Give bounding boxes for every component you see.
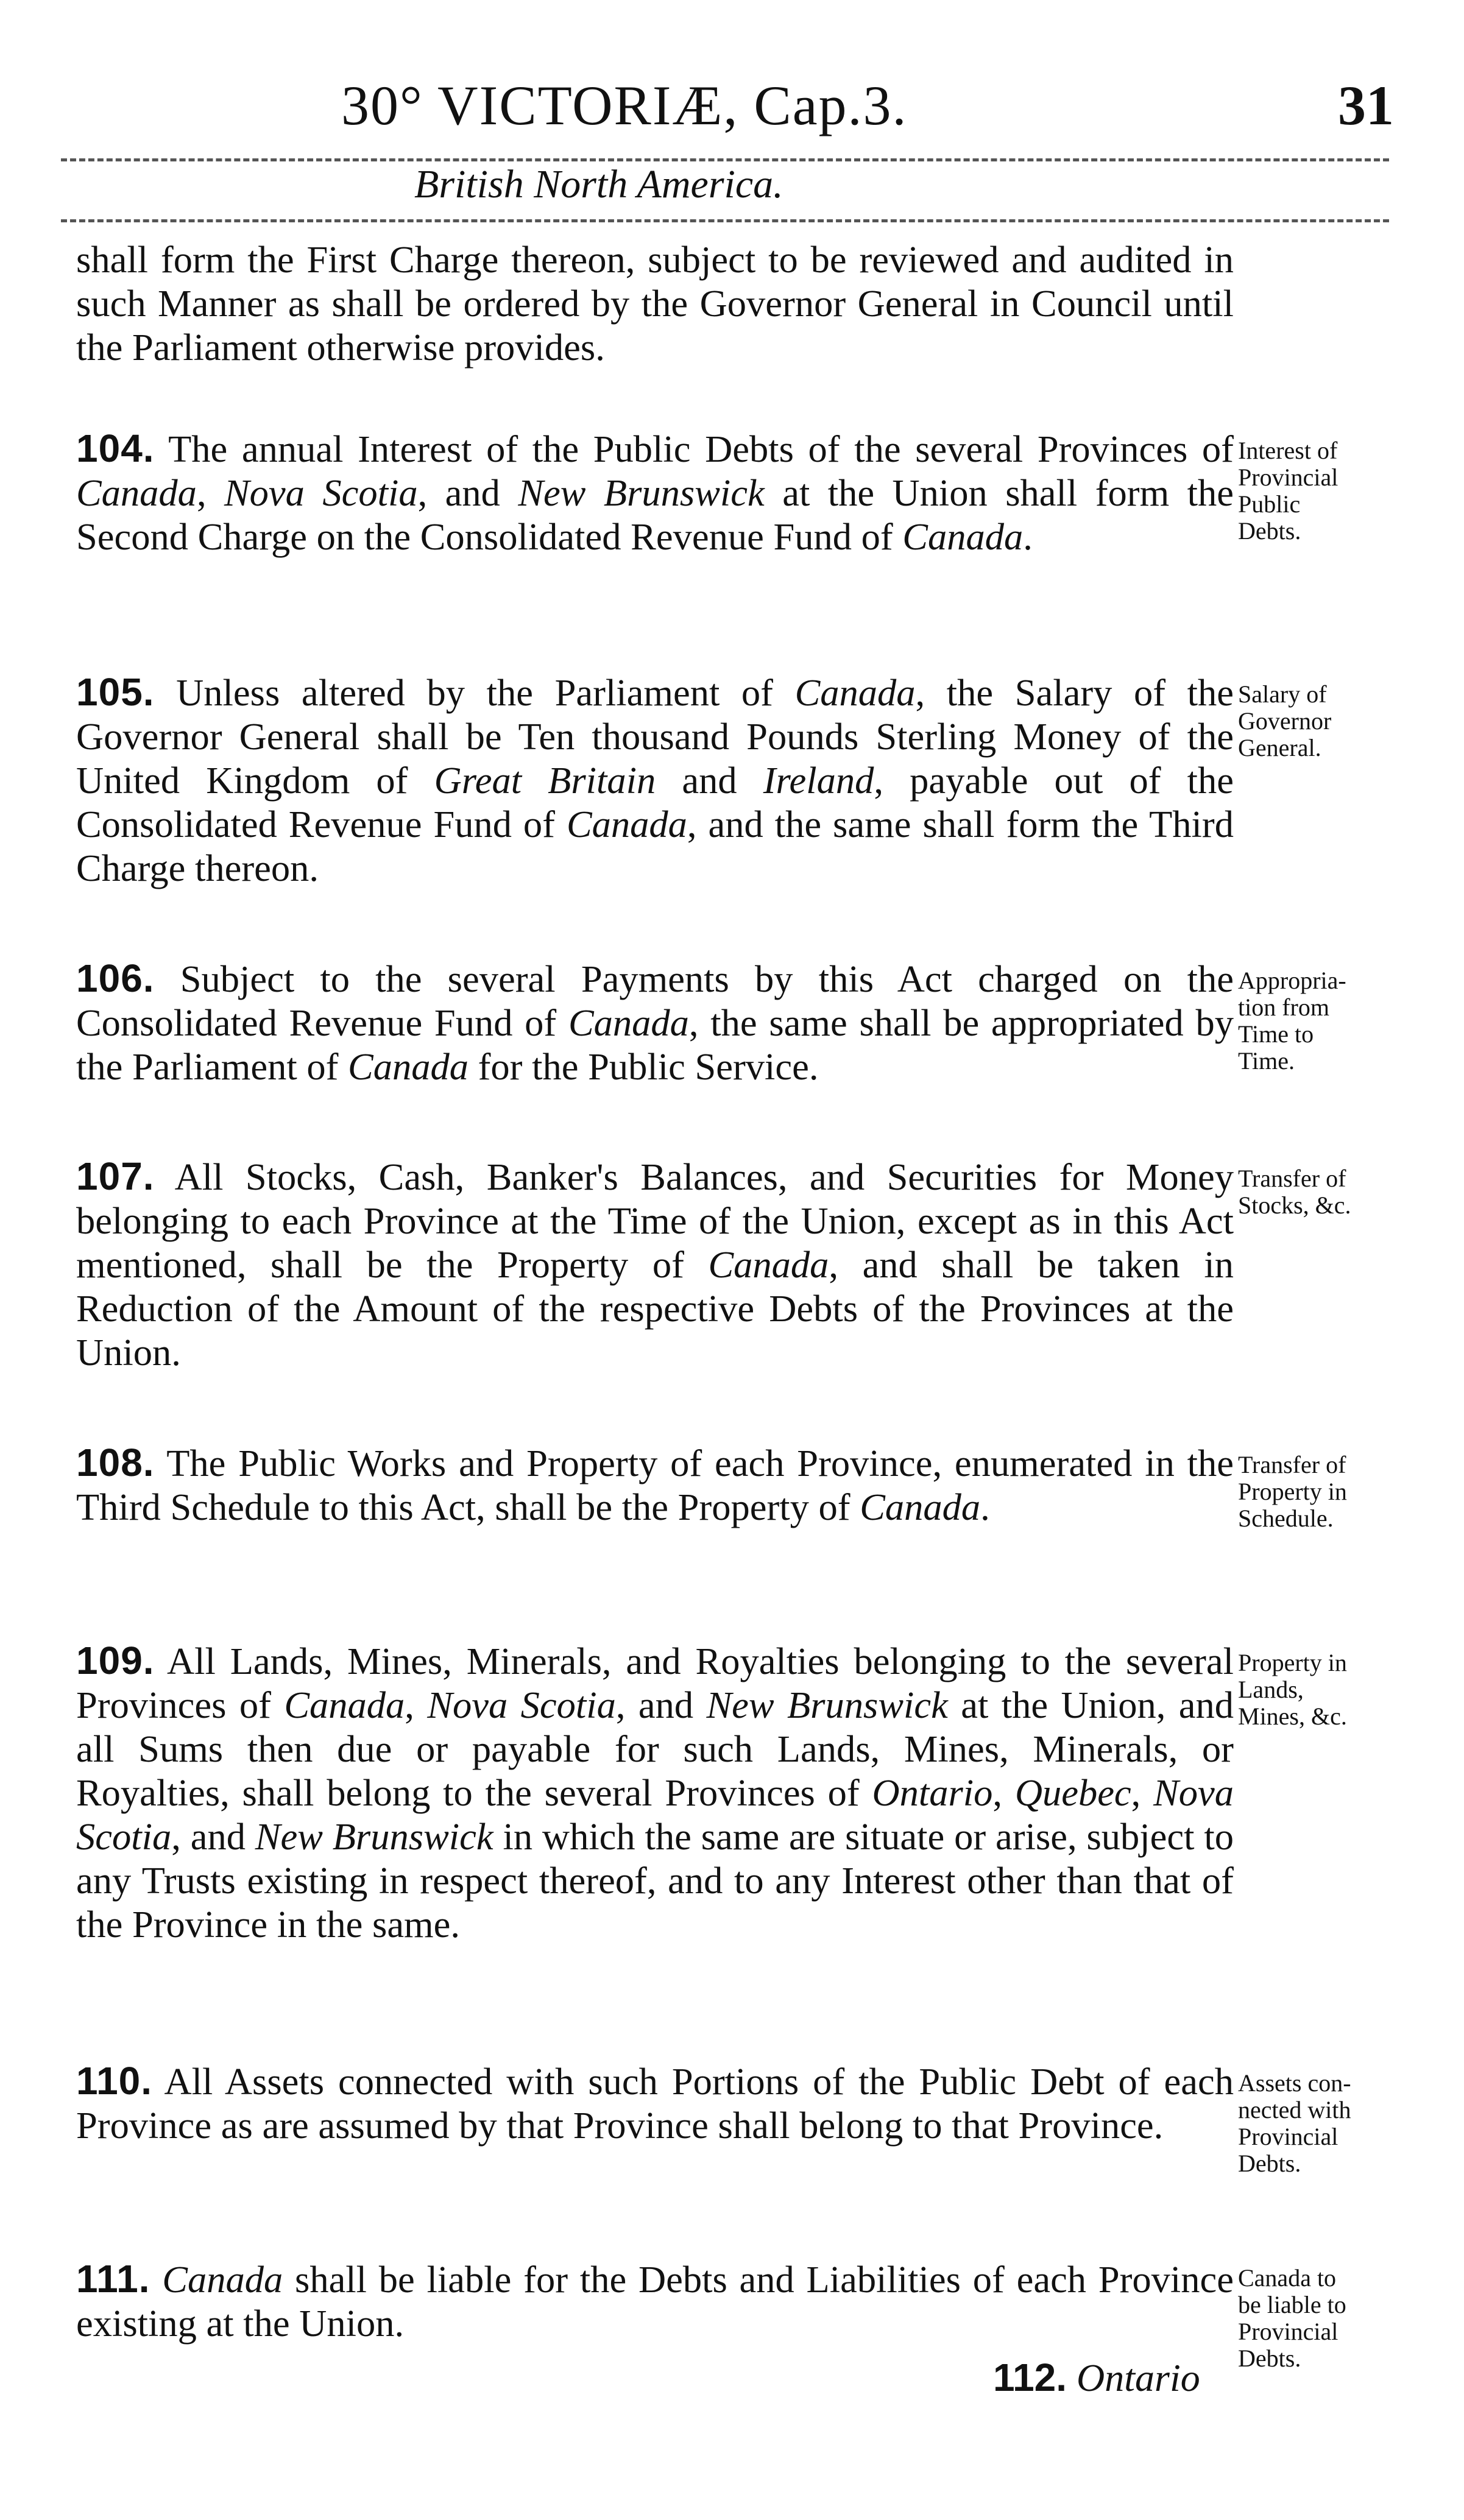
- place-name: Ontario: [872, 1771, 993, 1814]
- place-name: Nova Scotia: [76, 1771, 1234, 1858]
- section-text: All Lands, Mines, Minerals, and Royalties belonging to the several Provinces of: [76, 1640, 1234, 1726]
- section-text: ,: [196, 471, 224, 514]
- section-text: , and: [417, 471, 518, 514]
- section-number: 105.: [76, 670, 155, 714]
- section-text: at the Union shall form the Second Charge on the Consolidated Revenue Fund of: [76, 471, 1234, 558]
- section-110: [76, 2059, 1234, 2147]
- place-name: Canada: [568, 1001, 689, 1044]
- place-name: Canada: [76, 471, 197, 514]
- section-text: The Public Works and Property of each Province, enumerated in the Third Schedule to this Act, shall be the Property of: [76, 1442, 1234, 1528]
- section-104: [76, 426, 1234, 559]
- page-number: 31: [1338, 74, 1394, 136]
- running-subtitle: British North America.: [414, 162, 783, 206]
- place-name: Canada: [902, 515, 1024, 558]
- section-text: ,: [1131, 1771, 1154, 1814]
- section-number: 108.: [76, 1441, 155, 1484]
- opening-paragraph: shall form the First Charge thereon, subject to be reviewed and audited in such Manner as shall be ordered by the Governor General in Council until the Parliament otherwise provides.: [76, 238, 1234, 369]
- margin-note-109: Property in Lands, Mines, &c.: [1238, 1649, 1347, 1730]
- section-text: for the Public Service.: [468, 1045, 819, 1088]
- place-name: Canada: [566, 803, 687, 845]
- place-name: Canada: [860, 1486, 981, 1528]
- place-name: New Brunswick: [518, 471, 765, 514]
- section-text: and: [656, 759, 763, 802]
- section-number: 111.: [76, 2257, 150, 2301]
- place-name: Canada: [348, 1045, 469, 1088]
- section-number: 107.: [76, 1154, 155, 1198]
- section-107: [76, 1154, 1234, 1374]
- place-name: Ireland: [763, 759, 874, 802]
- section-text: shall be liable for the Debts and Liabilities of each Province existing at the Union.: [76, 2258, 1234, 2345]
- section-text: , the Salary of the Governor General shall be Ten thousand Pounds Sterling Money of the United Kingdom of: [76, 671, 1234, 802]
- section-text: ,: [405, 1684, 428, 1726]
- running-title: 30° VICTORIÆ, Cap.3.: [341, 74, 908, 136]
- section-text: , and: [171, 1815, 255, 1858]
- section-105: [76, 670, 1234, 890]
- section-text: .: [980, 1486, 990, 1528]
- section-111: [76, 2257, 1234, 2345]
- section-number: 109.: [76, 1639, 155, 1682]
- section-109: [76, 1639, 1234, 1946]
- section-text: , the same shall be appropriated by the Parliament of: [76, 1001, 1234, 1088]
- section-text: , and the same shall form the Third Charge thereon.: [76, 803, 1234, 889]
- section-text: All Stocks, Cash, Banker's Balances, and Securities for Money belonging to each Province at the Time of the Union, except as in this Act mentioned, shall be the Property of: [76, 1156, 1234, 1286]
- margin-note-110: Assets con- nected with Provincial Debts.: [1238, 2069, 1351, 2177]
- place-name: Canada: [794, 671, 916, 714]
- margin-note-106: Appropria- tion from Time to Time.: [1238, 967, 1346, 1075]
- section-text: ,: [992, 1771, 1015, 1814]
- place-name: Canada: [708, 1243, 829, 1286]
- catchword-word: Ontario: [1077, 2356, 1200, 2399]
- place-name: Quebec: [1014, 1771, 1131, 1814]
- place-name: Canada: [284, 1684, 405, 1726]
- margin-note-104: Interest of Provincial Public Debts.: [1238, 437, 1338, 545]
- place-name: New Brunswick: [706, 1684, 948, 1726]
- margin-note-108: Transfer of Property in Schedule.: [1238, 1451, 1347, 1532]
- section-number: 106.: [76, 956, 155, 1000]
- margin-note-105: Salary of Governor General.: [1238, 680, 1332, 761]
- place-name: Nova Scotia: [427, 1684, 616, 1726]
- section-number: 110.: [76, 2059, 153, 2103]
- margin-note-111: Canada to be liable to Provincial Debts.: [1238, 2264, 1346, 2372]
- section-text: , and shall be taken in Reduction of the Amount of the respective Debts of the Provinces at the Union.: [76, 1243, 1234, 1374]
- place-name: Nova Scotia: [224, 471, 418, 514]
- section-text: Unless altered by the Parliament of: [176, 671, 795, 714]
- section-text: at the Union, and all Sums then due or payable for such Lands, Mines, Minerals, or Royalties, shall belong to the several Provinces of: [76, 1684, 1234, 1814]
- section-text: , payable out of the Consolidated Revenue Fund of: [76, 759, 1234, 845]
- section-number: 104.: [76, 426, 155, 470]
- place-name: New Brunswick: [255, 1815, 493, 1858]
- section-text: All Assets connected with such Portions of the Public Debt of each Province as are assumed by that Province shall belong to that Province.: [76, 2060, 1234, 2147]
- section-text: in which the same are situate or arise, subject to any Trusts existing in respect thereof, and to any Interest other than that of the Province in the same.: [76, 1815, 1234, 1946]
- section-106: [76, 956, 1234, 1089]
- section-108: [76, 1441, 1234, 1529]
- section-text: .: [1023, 515, 1033, 558]
- section-text: Subject to the several Payments by this Act charged on the Consolidated Revenue Fund of: [76, 958, 1234, 1044]
- margin-note-107: Transfer of Stocks, &c.: [1238, 1165, 1351, 1219]
- page-header: [0, 73, 1464, 152]
- header-rule-bottom: [61, 219, 1389, 222]
- place-name: Great Britain: [434, 759, 656, 802]
- place-name: Canada: [162, 2258, 283, 2301]
- catchword-number: 112.: [993, 2356, 1067, 2399]
- section-text: , and: [615, 1684, 707, 1726]
- section-text: The annual Interest of the Public Debts of the several Provinces of: [168, 428, 1234, 470]
- catchword: [993, 2355, 1200, 2401]
